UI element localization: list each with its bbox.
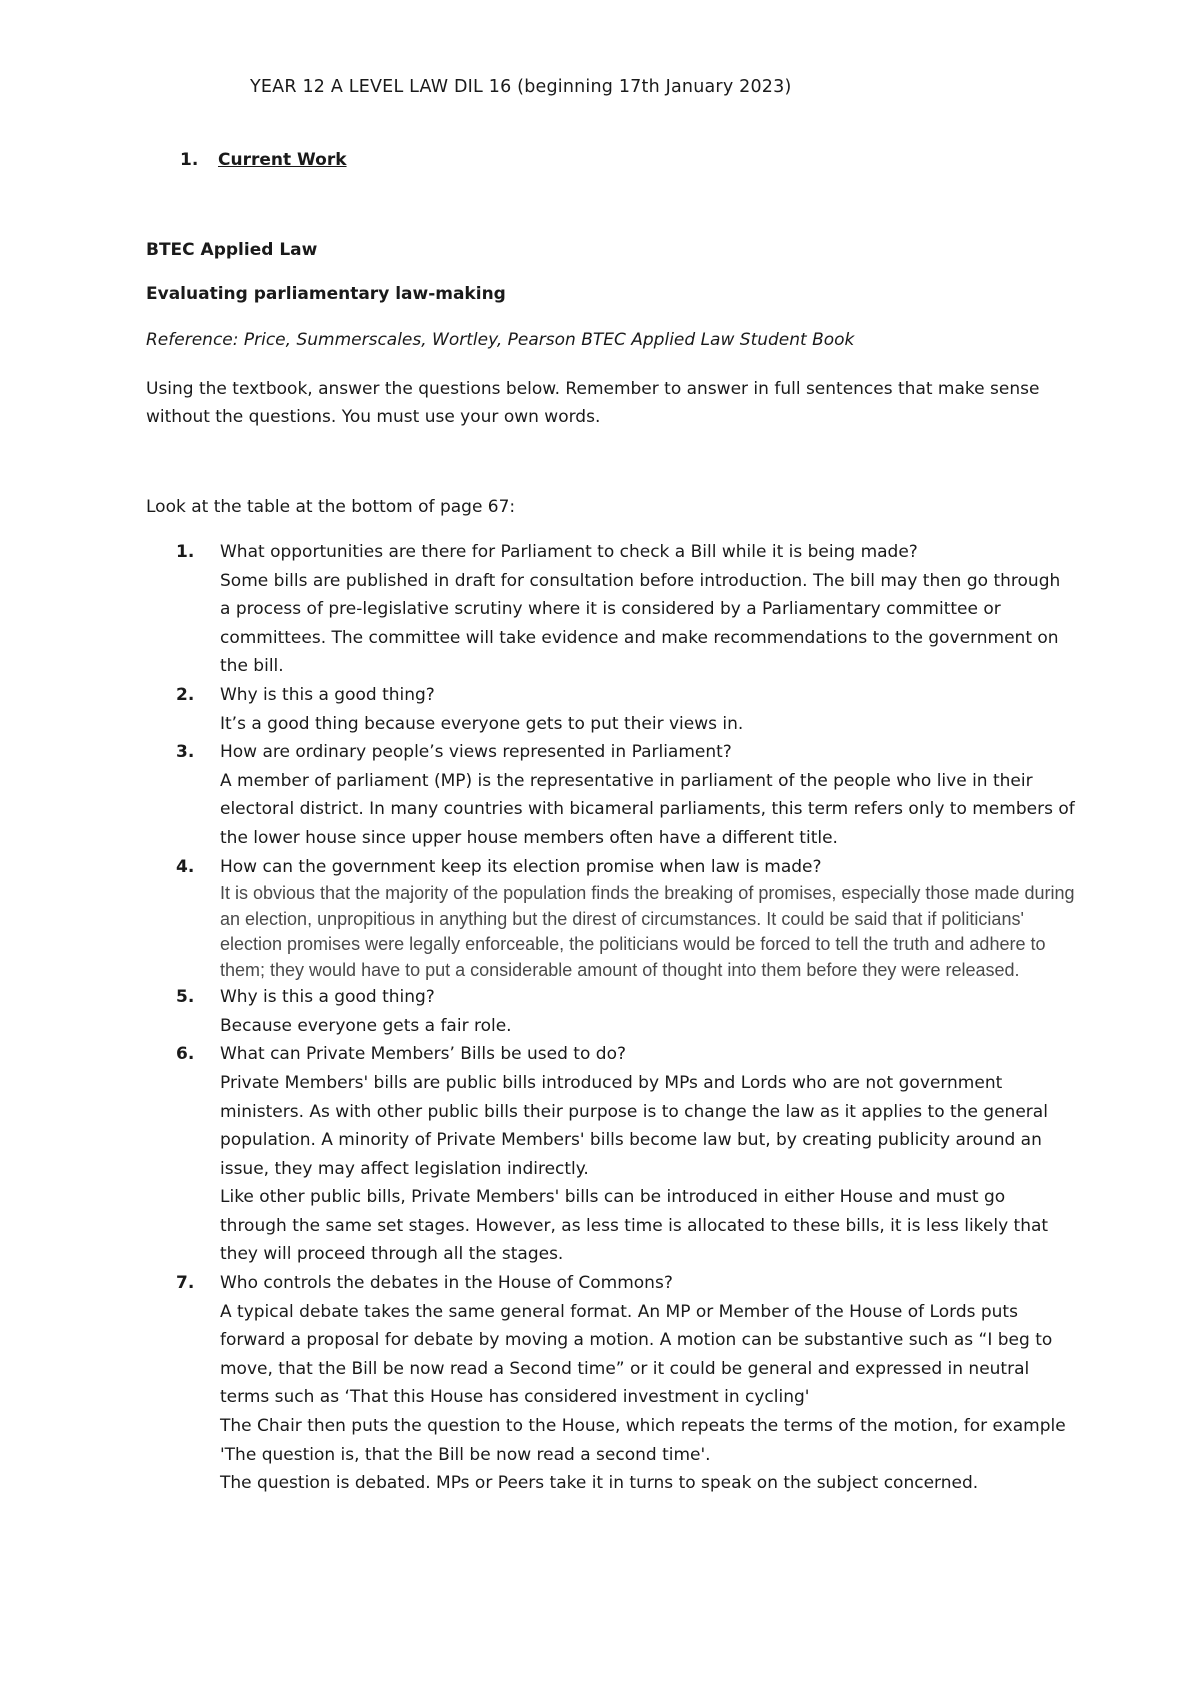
question-item	[146, 853, 1076, 984]
question-text: Who controls the debates in the House of Commons?	[220, 1273, 673, 1294]
answer-text: Because everyone gets a fair role.	[220, 1015, 512, 1036]
question-text: How are ordinary people’s views represented in Parliament?	[220, 742, 732, 763]
document-title: YEAR 12 A LEVEL LAW DIL 16 (beginning 17th January 2023)	[250, 77, 792, 97]
section-title: Current Work	[218, 150, 347, 170]
question-item	[146, 983, 1076, 1040]
question-item	[146, 538, 1076, 681]
question-number: 2.	[176, 684, 195, 705]
question-text: What can Private Members’ Bills be used to do?	[220, 1044, 626, 1065]
question-number: 6.	[176, 1044, 195, 1065]
question-text: What opportunities are there for Parliament to check a Bill while it is being made?	[220, 542, 918, 562]
reference-line: Reference: Price, Summerscales, Wortley, Pearson BTEC Applied Law Student Book	[146, 330, 855, 350]
answer-text: Like other public bills, Private Members' bills can be introduced in either House and must go through the same set stages. However, as less time is allocated to these bills, it is less likely that they will proceed through all the stages.	[220, 1187, 1049, 1265]
question-number: 1.	[176, 542, 195, 562]
answer-text: It is obvious that the majority of the population finds the breaking of promises, especially those made during an election, unpropitious in anything but the direst of circumstances. It could be said that if politicians' election promises were legally enforceable, the politicians would be forced to tell the truth and adhere to them; they would have to put a considerable amount of thought into them before they were released.	[220, 883, 1075, 980]
question-item	[146, 1269, 1076, 1498]
answer-text: The Chair then puts the question to the House, which repeats the terms of the motion, for example 'The question is, that the Bill be now read a second time'.	[220, 1416, 1066, 1465]
question-item	[146, 738, 1076, 852]
answer-text: The question is debated. MPs or Peers take it in turns to speak on the subject concerned.	[220, 1473, 979, 1494]
question-number: 5.	[176, 987, 195, 1008]
instructions-paragraph: Using the textbook, answer the questions below. Remember to answer in full sentences that make sense without the questions. You must use your own words.	[146, 379, 1040, 427]
answer-text: Some bills are published in draft for consultation before introduction. The bill may then go through a process of pre-legislative scrutiny where it is considered by a Parliamentary committee or committees. The committee will take evidence and make recommendations to the government on the bill.	[220, 570, 1061, 677]
question-text: Why is this a good thing?	[220, 684, 435, 705]
answer-text: Private Members' bills are public bills introduced by MPs and Lords who are not government ministers. As with other public bills their purpose is to change the law as it applies to the general population. A minority of Private Members' bills become law but, by creating publicity around an issue, they may affect legislation indirectly.	[220, 1072, 1048, 1179]
answer-text: It’s a good thing because everyone gets to put their views in.	[220, 713, 744, 734]
question-text: How can the government keep its election promise when law is made?	[220, 856, 822, 877]
course-heading: BTEC Applied Law	[146, 240, 318, 260]
question-number: 3.	[176, 742, 195, 763]
section-number: 1.	[180, 150, 199, 170]
question-item	[146, 681, 1076, 738]
question-list	[146, 538, 1076, 1498]
question-number: 4.	[176, 856, 195, 877]
answer-text: A member of parliament (MP) is the representative in parliament of the people who live in their electoral district. In many countries with bicameral parliaments, this term refers only to members of the lower house since upper house members often have a different title.	[220, 770, 1075, 848]
topic-heading: Evaluating parliamentary law-making	[146, 284, 506, 304]
question-item	[146, 1040, 1076, 1269]
look-at-line: Look at the table at the bottom of page 67:	[146, 497, 516, 517]
question-text: Why is this a good thing?	[220, 987, 435, 1008]
question-number: 7.	[176, 1273, 195, 1294]
answer-text: A typical debate takes the same general format. An MP or Member of the House of Lords puts forward a proposal for debate by moving a motion. A motion can be substantive such as “I beg to move, that the Bill be now read a Second time” or it could be general and expressed in neutral terms such as ‘That this House has considered investment in cycling'	[220, 1301, 1053, 1408]
